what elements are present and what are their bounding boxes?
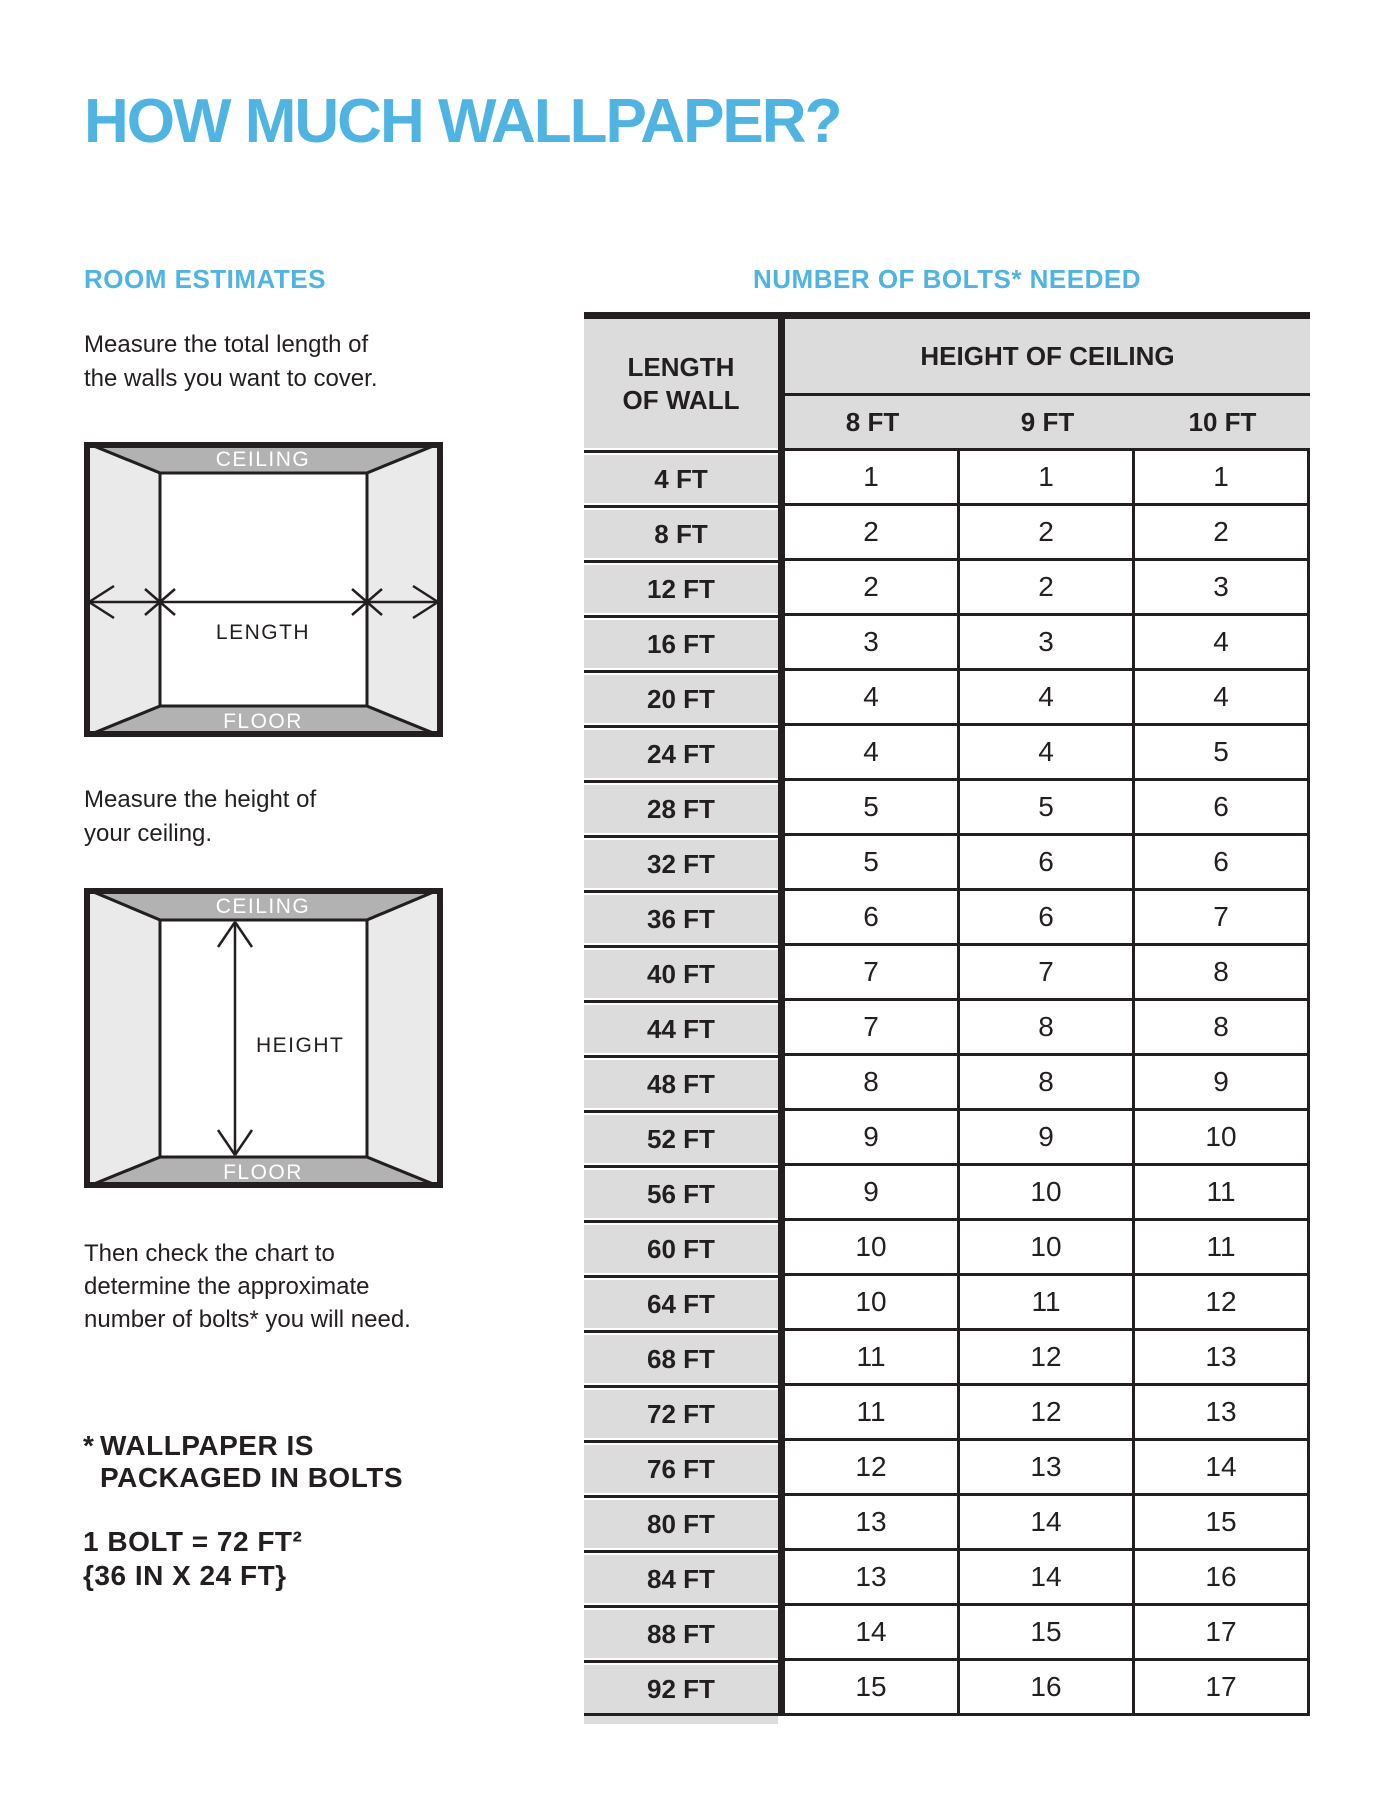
wall-length-cell: 4 FT (584, 448, 778, 503)
bolt-count-cell: 8 (960, 1056, 1132, 1108)
bolt-count-cell: 2 (960, 506, 1132, 558)
bolt-count-cell: 1 (1135, 451, 1307, 503)
bolt-count-cell: 6 (785, 891, 957, 943)
check-chart-paragraph (84, 1237, 411, 1336)
bolt-count-cell: 13 (785, 1551, 957, 1603)
bolt-count-cell: 13 (960, 1441, 1132, 1493)
bolt-count-cell: 9 (1135, 1056, 1307, 1108)
wall-length-cell: 24 FT (584, 723, 778, 778)
ceiling-height-diagram (84, 888, 443, 1188)
table-top-border (584, 312, 1310, 319)
wall-length-cell: 60 FT (584, 1218, 778, 1273)
bolt-count-cell: 10 (960, 1221, 1132, 1273)
height-of-ceiling-header: HEIGHT OF CEILING (785, 319, 1310, 393)
length-label: LENGTH (215, 621, 311, 644)
bolt-count-cell: 10 (960, 1166, 1132, 1218)
header-line: LENGTH (627, 351, 735, 382)
bolt-count-cell: 14 (960, 1496, 1132, 1548)
paragraph-line: Measure the total length of (84, 331, 369, 358)
bolt-count-cell: 3 (785, 616, 957, 668)
bolt-count-cell: 9 (960, 1111, 1132, 1163)
bolt-count-cell: 12 (960, 1386, 1132, 1438)
wall-length-cell: 16 FT (584, 613, 778, 668)
wall-length-cell: 56 FT (584, 1163, 778, 1218)
paragraph-line: determine the approximate (84, 1273, 370, 1300)
table-vertical-divider (778, 319, 785, 1713)
bolts-table (584, 312, 1310, 1724)
page-title: HOW MUCH WALLPAPER? (84, 87, 841, 156)
paragraph-line: Measure the height of (84, 786, 317, 813)
room-estimates-heading: ROOM ESTIMATES (84, 264, 326, 294)
bolt-count-cell: 4 (1135, 671, 1307, 723)
wall-length-cell: 84 FT (584, 1548, 778, 1603)
floor-label: FLOOR (223, 710, 303, 733)
bolt-count-cell: 12 (785, 1441, 957, 1493)
bolt-count-cell: 11 (960, 1276, 1132, 1328)
bolt-count-cell: 7 (785, 946, 957, 998)
left-wall-surface (84, 888, 160, 1188)
wall-length-cell: 48 FT (584, 1053, 778, 1108)
bolt-count-cell: 9 (785, 1166, 957, 1218)
bolt-count-cell: 11 (1135, 1166, 1307, 1218)
wall-length-cell: 40 FT (584, 943, 778, 998)
bolt-count-cell: 15 (785, 1661, 957, 1713)
bolt-count-cell: 3 (960, 616, 1132, 668)
bolt-count-cell: 14 (960, 1551, 1132, 1603)
bolt-count-cell: 1 (960, 451, 1132, 503)
bolt-count-cell: 9 (785, 1111, 957, 1163)
bolt-count-cell: 4 (785, 671, 957, 723)
bolt-count-cell: 17 (1135, 1661, 1307, 1713)
ceiling-label: CEILING (215, 448, 311, 471)
measure-length-paragraph (84, 328, 377, 396)
wall-length-cell: 68 FT (584, 1328, 778, 1383)
bolts-footnote (83, 1430, 403, 1494)
bolt-count-cell: 8 (960, 1001, 1132, 1053)
bolt-count-cell: 12 (960, 1331, 1132, 1383)
bolt-count-cell: 2 (1135, 506, 1307, 558)
table-row-labels (584, 319, 778, 1713)
paragraph-line: Then check the chart to (84, 1240, 335, 1267)
floor-label: FLOOR (223, 1161, 303, 1184)
paragraph-line: the walls you want to cover. (84, 365, 378, 392)
bolt-count-cell: 3 (1135, 561, 1307, 613)
room-length-diagram (84, 442, 443, 737)
bolt-count-cell: 8 (1135, 1001, 1307, 1053)
wall-length-cell: 80 FT (584, 1493, 778, 1548)
bolt-count-cell: 13 (785, 1496, 957, 1548)
wall-length-cell: 44 FT (584, 998, 778, 1053)
length-of-wall-header (584, 319, 778, 448)
bolt-dimensions: {36 IN X 24 FT} (83, 1560, 287, 1591)
bolt-count-cell: 5 (785, 781, 957, 833)
bolt-count-cell: 16 (960, 1661, 1132, 1713)
asterisk: * (83, 1430, 95, 1461)
table-data-area (785, 319, 1310, 1713)
bolt-count-cell: 14 (785, 1606, 957, 1658)
bolt-count-cell: 2 (960, 561, 1132, 613)
bolt-count-cell: 8 (1135, 946, 1307, 998)
ceiling-label: CEILING (215, 895, 311, 918)
bolt-count-cell: 17 (1135, 1606, 1307, 1658)
bolt-count-cell: 4 (960, 726, 1132, 778)
measure-height-paragraph (84, 783, 316, 851)
wall-length-cell: 72 FT (584, 1383, 778, 1438)
wall-length-cell: 88 FT (584, 1603, 778, 1658)
bolt-count-cell: 5 (1135, 726, 1307, 778)
wall-length-cell: 36 FT (584, 888, 778, 943)
bolt-count-cell: 1 (785, 451, 957, 503)
bolt-count-cell: 11 (1135, 1221, 1307, 1273)
bolt-count-cell: 4 (1135, 616, 1307, 668)
wall-length-cell: 76 FT (584, 1438, 778, 1493)
label-column-tail (584, 1716, 778, 1724)
back-wall-surface (160, 473, 367, 706)
wall-length-cell: 12 FT (584, 558, 778, 613)
bolt-equation: 1 BOLT = 72 FT² (83, 1526, 303, 1557)
bolt-count-cell: 2 (785, 561, 957, 613)
ceiling-height-subheaders (785, 396, 1310, 448)
ceiling-height-header: 10 FT (1188, 406, 1257, 437)
right-wall-surface (367, 888, 443, 1188)
bolt-count-cell: 15 (1135, 1496, 1307, 1548)
paragraph-line: your ceiling. (84, 820, 213, 847)
bolt-count-cell: 13 (1135, 1331, 1307, 1383)
wall-length-cell: 64 FT (584, 1273, 778, 1328)
bolt-count-cell: 14 (1135, 1441, 1307, 1493)
bolt-count-cell: 7 (960, 946, 1132, 998)
bolt-count-cell: 4 (785, 726, 957, 778)
ceiling-height-header: 9 FT (1020, 406, 1075, 437)
bolt-count-cell: 10 (785, 1276, 957, 1328)
bolt-count-cell: 12 (1135, 1276, 1307, 1328)
footnote-line: PACKAGED IN BOLTS (100, 1462, 404, 1493)
bolt-count-cell: 10 (785, 1221, 957, 1273)
bolt-count-cell: 7 (1135, 891, 1307, 943)
left-wall-surface (84, 442, 160, 737)
bolt-count-cell: 8 (785, 1056, 957, 1108)
bolts-needed-heading: NUMBER OF BOLTS* NEEDED (752, 264, 1142, 294)
header-line: OF WALL (622, 384, 740, 415)
bolt-count-cell: 5 (785, 836, 957, 888)
bolt-count-cell: 16 (1135, 1551, 1307, 1603)
bolt-count-cell: 13 (1135, 1386, 1307, 1438)
bolt-count-cell: 6 (960, 836, 1132, 888)
bolt-count-cell: 11 (785, 1386, 957, 1438)
wall-length-cell: 20 FT (584, 668, 778, 723)
bolt-count-cell: 7 (785, 1001, 957, 1053)
bolt-count-cell: 6 (1135, 836, 1307, 888)
wall-length-cell: 8 FT (584, 503, 778, 558)
footnote-line: WALLPAPER IS (100, 1430, 314, 1461)
wall-length-cell: 28 FT (584, 778, 778, 833)
height-label: HEIGHT (256, 1034, 345, 1057)
bolt-count-cell: 5 (960, 781, 1132, 833)
bolt-count-cell: 11 (785, 1331, 957, 1383)
bolt-count-cell: 6 (960, 891, 1132, 943)
ceiling-height-header: 8 FT (845, 406, 900, 437)
paragraph-line: number of bolts* you will need. (84, 1306, 411, 1333)
wall-length-cell: 92 FT (584, 1658, 778, 1713)
bolt-count-cell: 15 (960, 1606, 1132, 1658)
bolt-count-cell: 10 (1135, 1111, 1307, 1163)
right-wall-surface (367, 442, 443, 737)
bolt-count-cell: 6 (1135, 781, 1307, 833)
wall-length-cell: 32 FT (584, 833, 778, 888)
wall-length-cell: 52 FT (584, 1108, 778, 1163)
bolt-count-cell: 2 (785, 506, 957, 558)
bolt-count-cell: 4 (960, 671, 1132, 723)
bolt-grid (785, 448, 1310, 1713)
